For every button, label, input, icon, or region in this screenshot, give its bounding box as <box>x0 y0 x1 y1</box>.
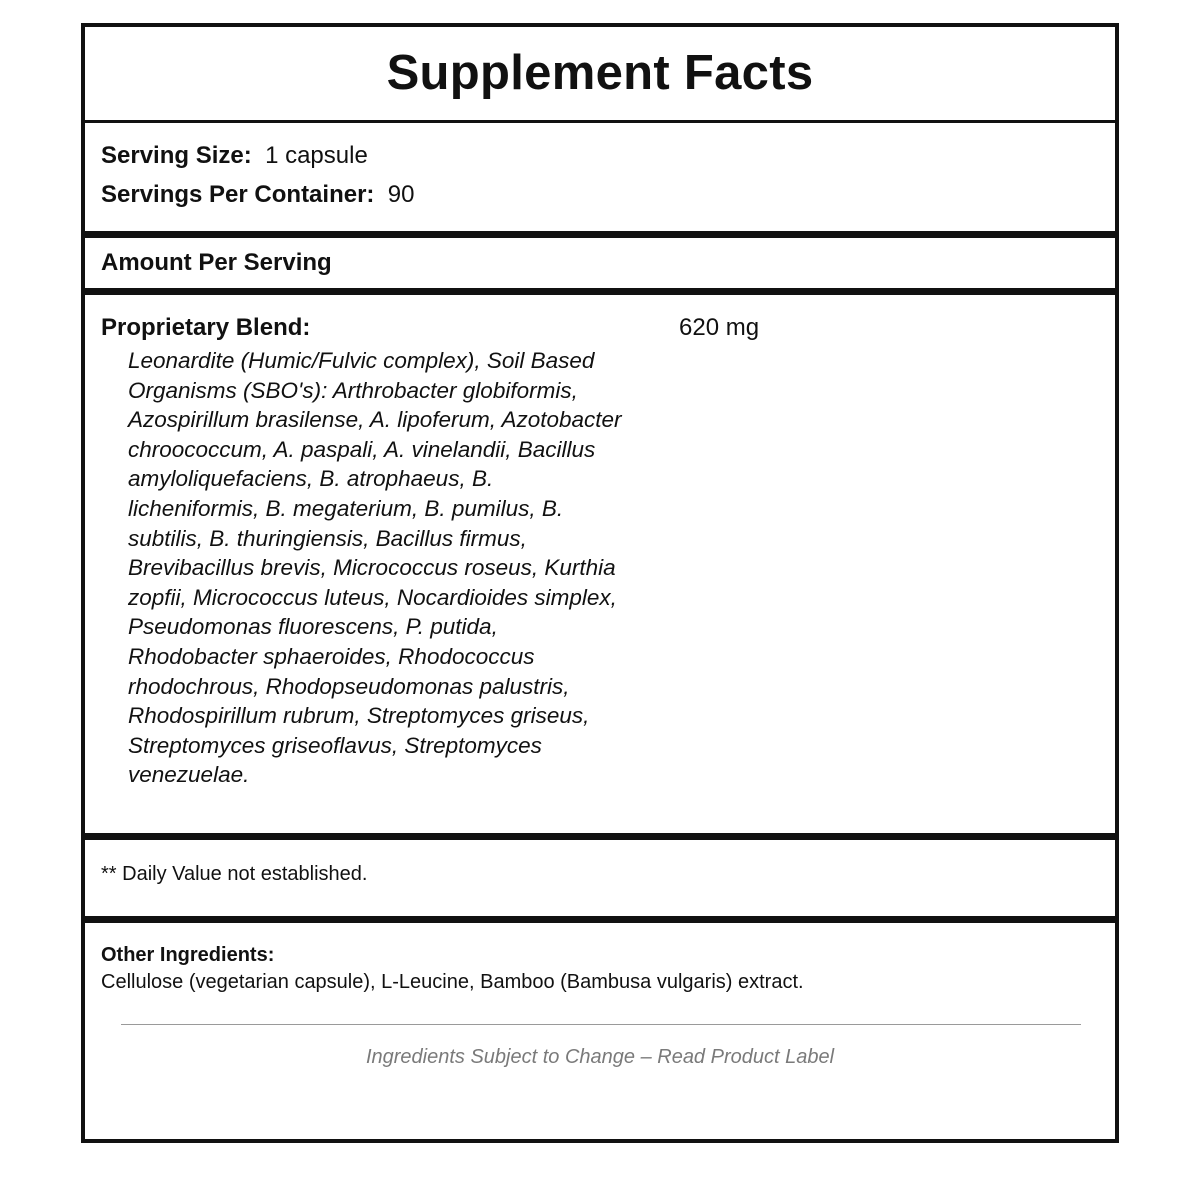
divider-rule-thick <box>85 833 1115 840</box>
serving-size-value: 1 capsule <box>265 142 368 169</box>
divider-rule-thick <box>85 288 1115 295</box>
divider-rule <box>85 120 1115 123</box>
divider-rule-thick <box>85 231 1115 238</box>
servings-per-container-value: 90 <box>387 181 415 208</box>
serving-size-row <box>101 142 368 170</box>
servings-per-container-row <box>101 181 414 209</box>
servings-per-container-label: Servings Per Container: <box>101 181 375 208</box>
daily-value-section <box>85 841 1115 917</box>
blend-amount: 620 mg <box>679 314 760 341</box>
blend-ingredients: Leonardite (Humic/Fulvic complex), Soil Based Organisms (SBO's): Arthrobacter globiformis, Azospirillum brasilense, A. lipoferum, Azotobacter chroococcum, A. paspali, A. vinelandii, Bacillus amyloliquefaciens, B. atrophaeus, B. licheniformis, B. megaterium, B. pumilus, B. subtilis, B. thuringiensis, Bacillus firmus, Brevibacillus brevis, Micrococcus roseus, Kurthia zopfii, Micrococcus luteus, Nocardioides simplex, Pseudomonas fluorescens, P. putida, Rhodobacter sphaeroides, Rhodococcus rhodochrous, Rhodopseudomonas palustris, Rhodospirillum rubrum, Streptomyces griseus, Streptomyces griseoflavus, Streptomyces venezuelae. <box>128 348 622 788</box>
divider-rule-thick <box>85 916 1115 923</box>
other-ingredients-section <box>85 924 1115 1142</box>
other-ingredients-label: Other Ingredients: <box>101 944 275 966</box>
supplement-facts-panel <box>81 23 1119 1143</box>
serving-size-label: Serving Size: <box>101 142 252 169</box>
panel-title: Supplement Facts <box>386 46 814 100</box>
disclaimer-note: Ingredients Subject to Change – Read Product Label <box>365 1046 835 1068</box>
other-ingredients-text: Cellulose (vegetarian capsule), L-Leucine, Bamboo (Bambusa vulgaris) extract. <box>101 971 804 993</box>
disclaimer-divider <box>121 1024 1081 1025</box>
proprietary-blend-section <box>85 296 1115 836</box>
serving-info <box>85 124 1115 234</box>
amount-per-serving-row <box>85 239 1115 289</box>
amount-per-serving-heading: Amount Per Serving <box>101 249 332 276</box>
blend-name: Proprietary Blend: <box>101 314 311 341</box>
daily-value-note: ** Daily Value not established. <box>101 863 368 885</box>
